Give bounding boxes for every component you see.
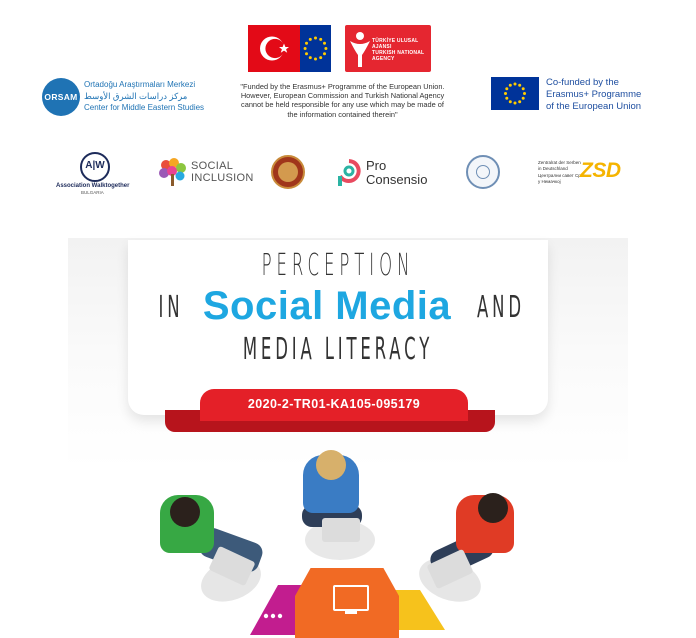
orsam-name-ar: مركز دراسات الشرق الأوسط — [84, 91, 188, 101]
eu-stars-icon — [491, 77, 539, 110]
person-center-head — [316, 450, 346, 480]
social-inclusion-line1: SOCIAL — [191, 160, 234, 172]
person-left-head — [170, 497, 200, 527]
crescent-star-icon — [248, 25, 300, 72]
eu-cofunded-line3: of the European Union — [546, 101, 642, 112]
zsd-logo: ZSD — [580, 159, 621, 182]
orsam-name-en: Center for Middle Eastern Studies — [84, 103, 205, 112]
monitor-icon — [333, 585, 369, 611]
title-in: IN — [158, 290, 184, 325]
laptop-icon — [322, 518, 360, 542]
zsd-name-sr: Централни савет Срба у Немачкој — [538, 173, 586, 184]
project-code: 2020-2-TR01-KA105-095179 — [247, 397, 421, 411]
eu-flag-small — [300, 25, 331, 72]
agency-figure-icon — [345, 25, 375, 72]
eu-cofunded-line1: Co-funded by the — [546, 77, 619, 88]
pro-consensio-line2: Consensio — [366, 172, 428, 187]
walktogether-country: BULGARIA — [81, 190, 104, 195]
partner-round-seal-emblem — [476, 165, 490, 179]
eu-stars-icon — [300, 25, 331, 72]
ellipsis-icon — [262, 612, 284, 620]
title-highlight: Social Media — [202, 284, 452, 328]
orsam-name-tr: Ortadoğu Araştırmaları Merkezi — [84, 80, 196, 89]
walktogether-name: Association Walktogether — [56, 183, 130, 189]
title-line3: MEDIA LITERACY — [242, 332, 434, 367]
title-and: AND — [477, 290, 525, 325]
pro-consensio-line1: Pro — [366, 158, 387, 173]
social-inclusion-line2: INCLUSION — [191, 172, 254, 184]
title-line1: PERCEPTION — [261, 248, 415, 283]
walktogether-mark: A|W — [85, 160, 105, 171]
pro-consensio-logo-icon — [335, 158, 363, 188]
eu-flag — [491, 77, 539, 110]
social-inclusion-tree-icon — [156, 156, 188, 188]
orsam-logo-text: ORSAM — [44, 92, 78, 102]
zsd-name-de: Zentralrat der Serben in Deutschland — [538, 160, 581, 171]
person-right-head — [478, 493, 508, 523]
eu-cofunded-line2: Erasmus+ Programme — [546, 89, 642, 100]
funding-disclaimer: "Funded by the Erasmus+ Programme of the European Union. However, European Commission and Turkish National Agency cannot be held responsible for any use which may be made of the information contained therein" — [240, 82, 445, 119]
partner-seal-emblem — [278, 162, 298, 182]
agency-logo-text: TÜRKİYE ULUSAL AJANSI TURKISH NATIONAL AGENCY — [372, 38, 425, 62]
monitor-stand — [345, 611, 357, 614]
